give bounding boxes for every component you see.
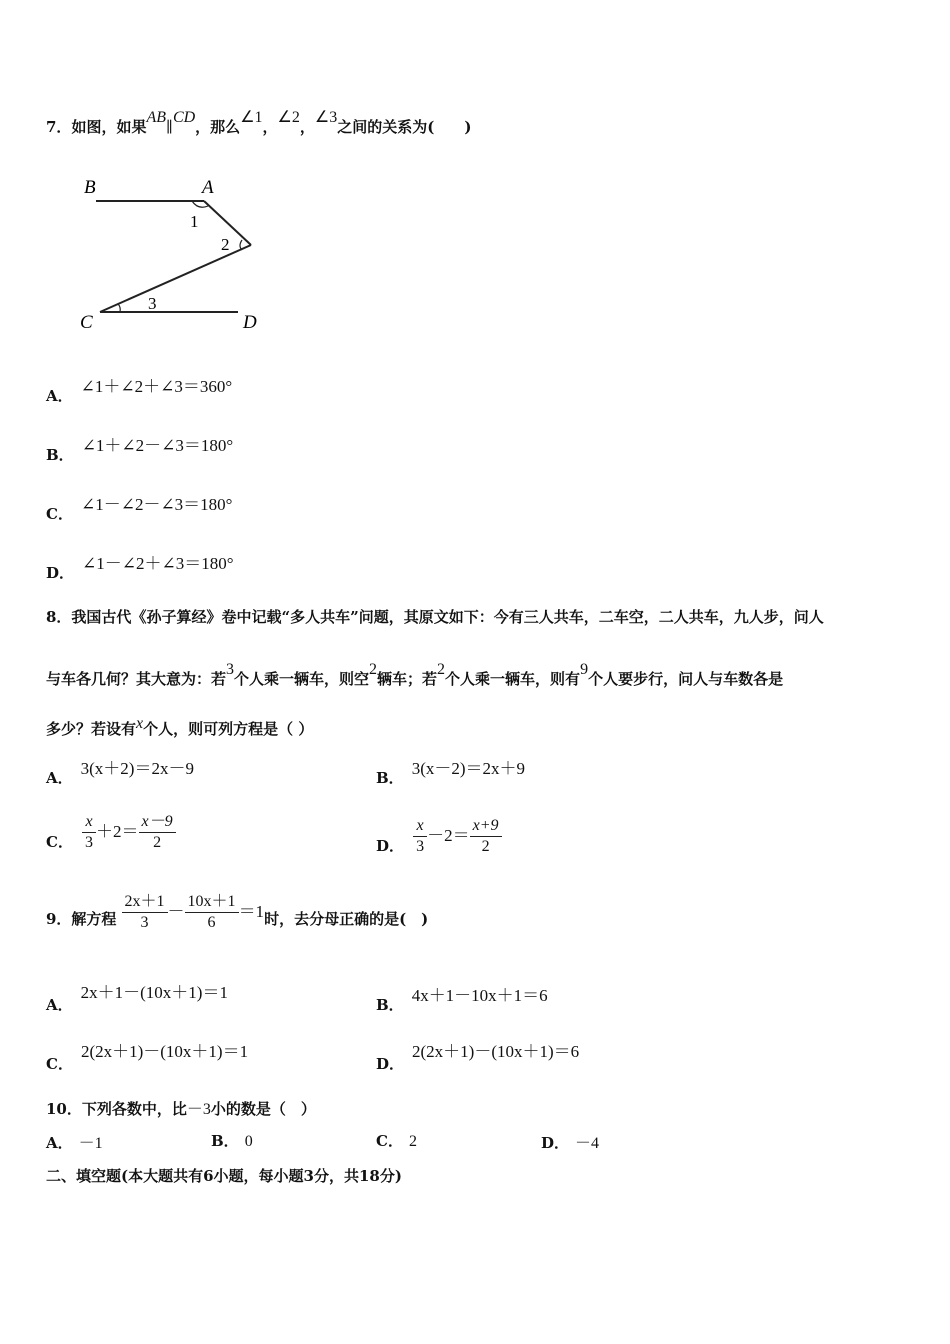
q7-stem: 7．如图，如果AB∥CD，那么∠1，∠2，∠3之间的关系为( ) xyxy=(46,109,472,136)
label-3: 3 xyxy=(148,294,157,313)
label-a: A xyxy=(202,177,214,198)
q7-option-b[interactable]: B． ∠1＋∠2－∠3＝180° xyxy=(46,436,234,464)
label-b: B xyxy=(84,177,96,198)
label-c: C xyxy=(80,312,93,333)
q10-option-b[interactable]: B． 0 xyxy=(211,1132,253,1150)
label-d: D xyxy=(243,312,257,333)
q7-figure xyxy=(70,170,280,340)
q10-stem: 10．下列各数中，比－3小的数是（ ） xyxy=(46,1100,316,1118)
q7-option-d[interactable]: D． ∠1－∠2＋∠3＝180° xyxy=(46,554,234,582)
label-2: 2 xyxy=(221,235,230,254)
q9-option-a[interactable]: A．2x＋1－(10x＋1)＝1 xyxy=(46,983,228,1014)
q9-option-b[interactable]: B． 4x＋1－10x＋1＝6 xyxy=(376,986,548,1014)
q8-line2: 与车各几何？其大意为：若3个人乘一辆车，则空2辆车；若2个人乘一辆车，则有9个人要步行，问人与车数各是 xyxy=(46,661,784,688)
q8-line1: 8．我国古代《孙子算经》卷中记载“多人共车”问题，其原文如下：今有三人共车，二车空，二人共车，九人步，问人 xyxy=(46,608,824,626)
q10-option-c[interactable]: C． 2 xyxy=(376,1132,417,1150)
q8-option-b[interactable]: B． 3(x－2)＝2x＋9 xyxy=(376,759,526,787)
q9-option-d[interactable]: D．2(2x＋1)－(10x＋1)＝6 xyxy=(376,1042,580,1073)
section2-title: 二、填空题(本大题共有6小题，每小题3分，共18分) xyxy=(46,1167,402,1185)
angle-3-arc xyxy=(118,304,120,312)
q9-option-c[interactable]: C．2(2x＋1)－(10x＋1)＝1 xyxy=(46,1042,249,1073)
q8-option-a[interactable]: A． 3(x＋2)＝2x－9 xyxy=(46,759,194,787)
q8-option-c[interactable]: C． $\frac{x}{3}$ ＋2＝ $\frac{x-9}{2}$ xyxy=(46,812,176,853)
line-vertex-c xyxy=(100,245,251,312)
q10-option-d[interactable]: D． －4 xyxy=(541,1134,600,1152)
label-1: 1 xyxy=(190,212,199,231)
q8-line3: 多少？若设有x个人，则可列方程是（ ） xyxy=(46,715,314,738)
q9-stem: 9．解方程 $\frac{2x+1}{3}$ － $\frac{10x+1}{6}$ ＝1时，去分母正确的是( ) xyxy=(46,893,429,931)
q10-option-a[interactable]: A． －1 xyxy=(46,1134,103,1152)
q8-option-d[interactable]: D． $\frac{x}{3}$ －2＝ $\frac{x+9}{2}$ xyxy=(376,816,502,857)
q7-option-c[interactable]: C． ∠1－∠2－∠3＝180° xyxy=(46,495,233,523)
q7-option-a[interactable]: A． ∠1＋∠2＋∠3＝360° xyxy=(46,377,233,405)
